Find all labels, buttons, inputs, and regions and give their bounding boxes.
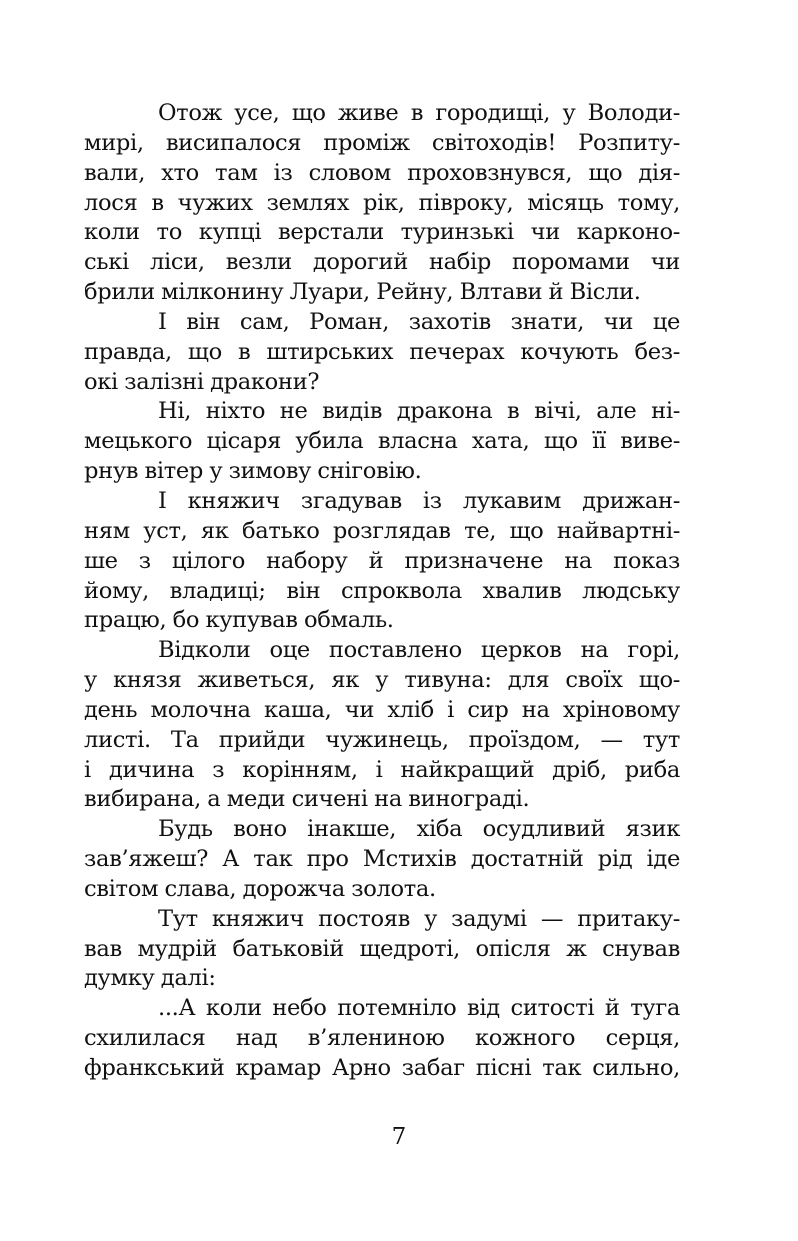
text-line: правда, що в штирських печерах кочують без-: [84, 338, 680, 365]
text-line: брили мілконину Луари, Рейну, Влтави й Вісли.: [84, 279, 641, 306]
text-line: Тут княжич постояв у задумі — притаку-: [158, 905, 680, 932]
paragraph: [84, 487, 680, 636]
text-line: думку далі:: [84, 965, 216, 992]
text-line: вибирана, а меди сичені на винограді.: [84, 786, 530, 813]
text-line: І він сам, Роман, захотів знати, чи це: [158, 308, 680, 335]
text-line: ням уст, як батько розглядав те, що найвартні-: [84, 517, 680, 544]
text-line: у князя живеться, як у тивуна: для своїх що-: [84, 667, 680, 694]
text-line: вав мудрій батьковій щедроті, опісля ж снував: [84, 935, 680, 962]
paragraph: [84, 636, 680, 815]
text-line: працю, бо купував обмаль.: [84, 607, 394, 634]
text-line: Ні, ніхто не видів дракона в вічі, але ні-: [158, 398, 680, 425]
text-line: мецького цісаря убила власна хата, що її виве-: [84, 428, 680, 455]
text-line: зав’яжеш? А так про Мстихів достатній рід іде: [84, 846, 680, 873]
text-line: світом слава, дорожча золота.: [84, 875, 436, 902]
text-line: ...А коли небо потемніло від ситості й туга: [158, 995, 680, 1022]
text-line: і дичина з корінням, і найкращий дріб, риба: [84, 756, 680, 783]
text-line: вали, хто там із словом проховзнувся, що дія-: [84, 159, 680, 186]
text-line: рнув вітер у зимову сніговію.: [84, 458, 422, 485]
text-line: Отож усе, що живе в городищі, у Володи-: [158, 100, 680, 126]
text-line: ше з цілого набору й призначене на показ: [84, 547, 680, 574]
text-line: лося в чужих землях рік, півроку, місяць тому,: [84, 189, 680, 216]
text-line: Відколи оце поставлено церков на горі,: [158, 637, 680, 664]
text-line: Будь воно інакше, хіба осудливий язик: [158, 816, 680, 843]
text-line: окі залізні дракони?: [84, 368, 320, 395]
text-line: листі. Та прийди чужинець, проїздом, — тут: [84, 726, 680, 753]
text-line: схилилася над в’ялениною кожного серця,: [84, 1025, 680, 1052]
body-text: [84, 99, 680, 1084]
page-number: 7: [391, 1124, 407, 1150]
paragraph: [84, 397, 680, 487]
paragraph: [84, 815, 680, 905]
text-line: коли то купці верстали туринзькі чи карконо-: [84, 219, 680, 246]
text-line: день молочна каша, чи хліб і сир на хріновому: [84, 696, 680, 723]
paragraph: [84, 994, 680, 1084]
text-line: ські ліси, везли дорогий набір поромами чи: [84, 249, 680, 276]
paragraph: [84, 308, 680, 398]
text-line: І княжич згадував із лукавим дрижан-: [158, 487, 680, 514]
paragraph: [84, 905, 680, 995]
text-line: йому, владиці; він спроквола хвалив людську: [84, 577, 680, 604]
text-line: мирі, висипалося проміж світоходів! Розпиту-: [84, 129, 680, 156]
text-line: франкський крамар Арно забаг пісні так сильно,: [84, 1055, 680, 1081]
paragraph: [84, 99, 680, 308]
